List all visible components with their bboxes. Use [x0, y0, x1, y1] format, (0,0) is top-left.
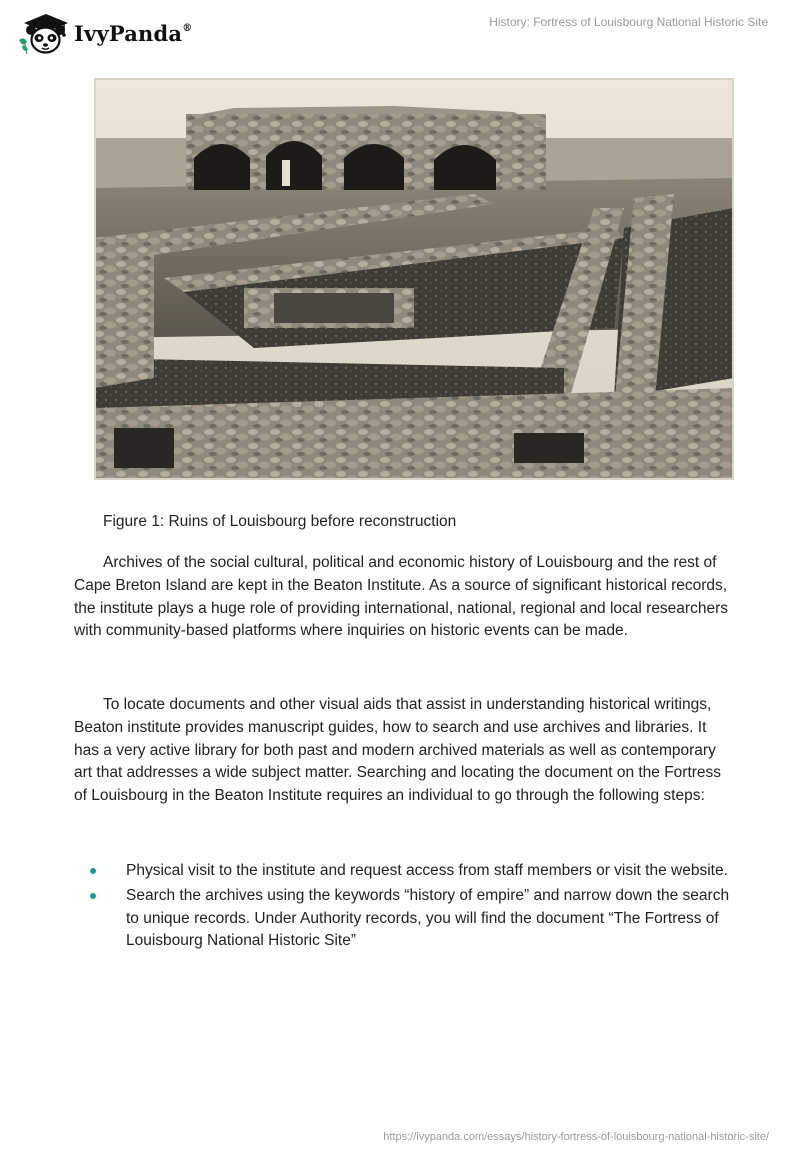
brand-name: IvyPanda® [74, 20, 193, 46]
page-header [0, 0, 800, 64]
ivypanda-logo[interactable] [16, 10, 192, 56]
bullet-icon [90, 868, 96, 874]
panda-logo-icon [16, 10, 70, 56]
ruins-photograph [94, 78, 734, 480]
figure-caption: Figure 1: Ruins of Louisbourg before reconstruction [103, 513, 457, 530]
running-title: History: Fortress of Louisbourg National Historic Site [489, 15, 768, 29]
body-paragraph: To locate documents and other visual aids that assist in understanding historical writings, Beaton institute provides manuscript guides, how to search and use archives and libraries. It has a very active library for both past and modern archived materials as well as contemporary art that addresses a wide subject matter. Searching and locating the document on the Fortress of Louisbourg in the Beaton Institute requires an individual to go through the following steps: [74, 696, 722, 805]
bullet-icon [90, 893, 96, 899]
list-item-text: Physical visit to the institute and request access from staff members or visit the website. [126, 862, 728, 879]
body-paragraph: Archives of the social cultural, political and economic history of Louisbourg and the rest of Cape Breton Island are kept in the Beaton Institute. As a source of significant historical records, the institute plays a huge role of providing international, national, regional and local researchers with community-based platforms where inquiries on historic events can be made. [74, 554, 728, 640]
list-item-text: Search the archives using the keywords “history of empire” and narrow down the search to unique records. Under Authority records, you will find the document “The Fortress of Louisbourg National Historic Site” [126, 886, 730, 950]
footer-url-link[interactable]: https://ivypanda.com/essays/history-fortress-of-louisbourg-national-historic-site/ [383, 1131, 769, 1143]
list-item [74, 885, 734, 953]
list-item [74, 860, 734, 883]
steps-list [74, 860, 734, 955]
registered-mark: ® [182, 22, 193, 34]
